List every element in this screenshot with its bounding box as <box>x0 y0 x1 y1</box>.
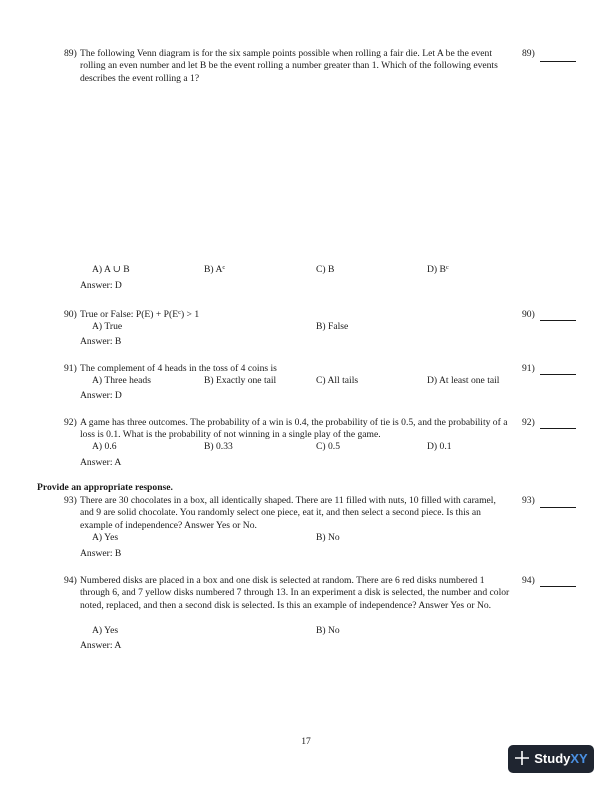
question-text-91: The complement of 4 heads in the toss of 4 coins is <box>80 363 277 374</box>
section-heading: Provide an appropriate response. <box>37 482 173 493</box>
choice-89-b-label: B) A <box>204 264 223 275</box>
answer-blank-90[interactable] <box>540 320 576 321</box>
choice-92-d: D) 0.1 <box>427 441 452 452</box>
question-number-89: 89) <box>64 48 77 59</box>
choice-89-d <box>427 264 449 276</box>
answer-ref-91: 91) <box>522 363 535 374</box>
question-text-90-suffix: ) > 1 <box>180 309 200 320</box>
answer-blank-89[interactable] <box>540 61 576 62</box>
choice-89-b <box>204 264 225 276</box>
answer-90: Answer: B <box>80 336 122 347</box>
choice-89-a: A) A ∪ B <box>92 264 130 275</box>
choice-92-b: B) 0.33 <box>204 441 233 452</box>
answer-blank-94[interactable] <box>540 586 576 587</box>
question-number-90: 90) <box>64 309 77 320</box>
choice-91-c: C) All tails <box>316 375 359 386</box>
choice-93-b: B) No <box>316 532 340 543</box>
page-number: 17 <box>301 736 311 747</box>
choice-94-b: B) No <box>316 625 340 636</box>
complement-superscript: c <box>222 264 226 271</box>
choice-92-c: C) 0.5 <box>316 441 340 452</box>
answer-91: Answer: D <box>80 390 122 401</box>
complement-superscript: c <box>178 309 181 316</box>
answer-ref-93: 93) <box>522 495 535 506</box>
question-number-92: 92) <box>64 417 77 428</box>
studyxy-badge[interactable] <box>508 745 594 773</box>
question-text-89: The following Venn diagram is for the six sample points possible when rolling a fair die. Let A be the event rolling an even number and let B be the event rolling a number greater than 1. Which of the following events describes the event rolling a 1? <box>80 48 498 84</box>
question-text-90-prefix: True or False: P(E) + P(E <box>80 309 179 320</box>
choice-91-d: D) At least one tail <box>427 375 500 386</box>
choice-90-b: B) False <box>316 321 349 332</box>
answer-ref-90: 90) <box>522 309 535 320</box>
answer-92: Answer: A <box>80 457 122 468</box>
studyxy-logo-prefix: Study <box>534 750 571 766</box>
choice-90-a: A) True <box>92 321 123 332</box>
answer-ref-94: 94) <box>522 575 535 586</box>
choice-89-d-label: D) B <box>427 264 446 275</box>
answer-93: Answer: B <box>80 548 122 559</box>
choice-89-c: C) B <box>316 264 335 275</box>
choice-92-a: A) 0.6 <box>92 441 117 452</box>
question-text-92: A game has three outcomes. The probability of a win is 0.4, the probability of tie is 0.5, and the probability of a loss is 0.1. What is the probability of not winning in a single play of the game. <box>80 417 508 441</box>
plus-icon <box>514 750 530 769</box>
answer-89: Answer: D <box>80 280 122 291</box>
answer-blank-91[interactable] <box>540 374 576 375</box>
answer-blank-93[interactable] <box>540 507 576 508</box>
choice-94-a: A) Yes <box>92 625 119 636</box>
choice-91-a: A) Three heads <box>92 375 151 386</box>
question-text-90 <box>80 309 199 321</box>
answer-ref-92: 92) <box>522 417 535 428</box>
studyxy-logo <box>534 750 588 766</box>
answer-94: Answer: A <box>80 640 122 651</box>
question-number-94: 94) <box>64 575 77 586</box>
answer-blank-92[interactable] <box>540 428 576 429</box>
complement-superscript: c <box>445 264 449 271</box>
choice-91-b: B) Exactly one tail <box>204 375 277 386</box>
studyxy-logo-suffix: XY <box>570 750 588 766</box>
question-number-91: 91) <box>64 363 77 374</box>
question-number-93: 93) <box>64 495 77 506</box>
question-text-94: Numbered disks are placed in a box and one disk is selected at random. There are 6 red disks numbered 1 through 6, and 7 yellow disks numbered 7 through 13. In an experiment a disk is selected, the number and color noted, replaced, and then a second disk is selected. Is this an example of independence? Answer Yes or No. <box>80 575 510 611</box>
choice-93-a: A) Yes <box>92 532 119 543</box>
answer-ref-89: 89) <box>522 48 535 59</box>
question-text-93: There are 30 chocolates in a box, all identically shaped. There are 11 filled with nuts, 10 filled with caramel, and 9 are solid chocolate. You randomly select one piece, eat it, and then select a second piece. Is this an example of independence? Answer Yes or No. <box>80 495 496 531</box>
